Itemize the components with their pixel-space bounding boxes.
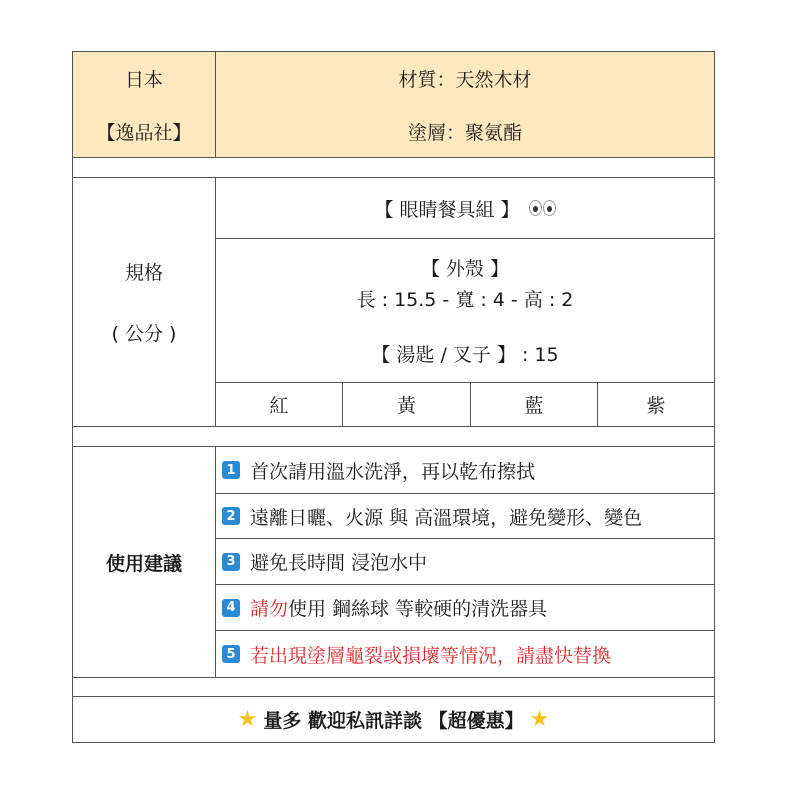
warning-text: 若出現塗層龜裂或損壞等情況，請盡快替換 [250, 644, 612, 667]
brand-text: 【逸品社】 [96, 121, 192, 144]
usage-item-3 [215, 538, 715, 585]
origin-text: 日本 [124, 68, 163, 91]
color-red: 紅 [215, 382, 343, 427]
usage-label: 使用建議 [105, 552, 182, 575]
eyes-icon [528, 200, 556, 216]
usage-item-5 [215, 630, 715, 678]
material-cell [215, 51, 715, 158]
material-text: 材質：天然木材 [398, 68, 532, 91]
product-name: 【 眼睛餐具組 】 [374, 198, 520, 221]
spec-unit-label: ( 公分 ) [111, 323, 177, 345]
dimensions-cell [215, 238, 715, 383]
origin-brand-cell [72, 51, 216, 158]
spec-label-cell [72, 177, 216, 427]
case-dimensions: 長 : 15.5 - 寬 : 4 - 高 : 2 [356, 289, 574, 311]
number-2-badge: 2 [222, 507, 240, 525]
product-spec-table [72, 51, 715, 743]
utensil-length: 【 湯匙 / 叉子 】 : 15 [371, 344, 559, 366]
spacer-row-2 [72, 426, 715, 447]
usage-label-cell [72, 446, 216, 678]
coating-text: 塗層：聚氨酯 [407, 121, 522, 144]
number-4-badge: 4 [222, 599, 240, 617]
spec-label: 規格 [124, 262, 163, 284]
spacer-row-1 [72, 157, 715, 178]
color-blue: 藍 [470, 382, 598, 427]
spacer-row-3 [72, 677, 715, 697]
number-1-badge: 1 [222, 461, 240, 479]
footer-text: 量多 歡迎私訊詳談 【超優惠】 [263, 710, 524, 732]
product-name-cell [215, 177, 715, 239]
star-icon: ★ [529, 707, 550, 732]
star-icon: ★ [237, 707, 258, 732]
color-purple: 紫 [597, 382, 715, 427]
case-title: 【 外殼 】 [420, 258, 510, 280]
usage-item-text: 首次請用溫水洗淨，再以乾布擦拭 [250, 460, 536, 483]
footer-cell [72, 696, 715, 743]
usage-item-text: 避免長時間 浸泡水中 [250, 552, 428, 574]
number-3-badge: 3 [222, 553, 240, 571]
usage-item-text: 遠離日曬、火源 與 高溫環境，避免變形、變色 [250, 506, 643, 529]
usage-item-text: 使用 鋼絲球 等較硬的清洗器具 [288, 598, 548, 620]
number-5-badge: 5 [222, 645, 240, 663]
usage-item-4 [215, 584, 715, 631]
warning-prefix: 請勿 [250, 598, 289, 620]
usage-item-2 [215, 493, 715, 539]
usage-item-1 [215, 446, 715, 494]
color-yellow: 黃 [342, 382, 471, 427]
